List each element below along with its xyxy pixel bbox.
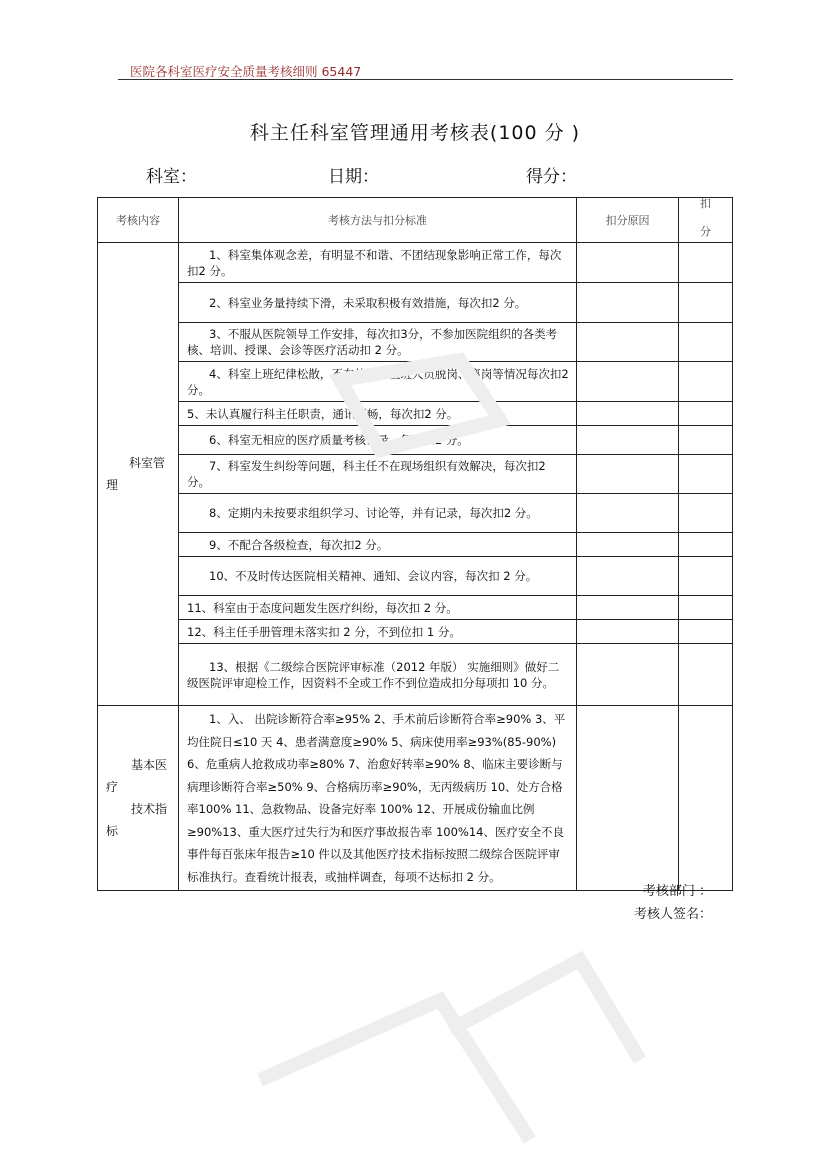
- dept-label: 科室：: [146, 167, 197, 187]
- header-content: 考核内容: [98, 198, 179, 243]
- document-header: [118, 64, 733, 80]
- deduct-cell[interactable]: [679, 706, 733, 891]
- criterion-text: 12、科主任手册管理未落实扣 2 分，不到位扣 1 分。: [179, 620, 577, 644]
- criterion-text: 13、根据《二级综合医院评审标准（2012 年版） 实施细则》做好二级医院评审迎检工作，因资料不全或工作不到位造成扣分每项扣 10 分。: [179, 644, 577, 706]
- category-line: 标: [106, 824, 119, 838]
- category-cell-management: [98, 243, 179, 706]
- criterion-text: 10、不及时传达医院相关精神、通知、会议内容，每次扣 2 分。: [179, 557, 577, 596]
- table-row: [98, 243, 733, 283]
- deduct-cell[interactable]: [679, 362, 733, 402]
- header-deduct-line1: 扣: [700, 197, 711, 210]
- table-row: [98, 283, 733, 323]
- reason-cell[interactable]: [577, 362, 679, 402]
- category-line: 基本医: [130, 758, 167, 772]
- criterion-text: 5、未认真履行科主任职责，通讯不畅，每次扣2 分。: [179, 402, 577, 426]
- date-label: 日期：: [328, 167, 379, 187]
- reason-cell[interactable]: [577, 706, 679, 891]
- criterion-text: 9、不配合各级检查，每次扣2 分。: [179, 533, 577, 557]
- document-header-text: 医院各科室医疗安全质量考核细则 65447: [130, 64, 362, 79]
- category-line: 科室管: [128, 456, 165, 470]
- reason-cell[interactable]: [577, 494, 679, 533]
- table-row: [98, 494, 733, 533]
- criterion-text: 1、入、 出院诊断符合率≥95% 2、手术前后诊断符合率≥90% 3、平均住院日≤10 天 4、患者满意度≥90% 5、病床使用率≥93%(85-90%) 6、危重病人抢救成功率≥80% 7、治愈好转率≥90% 8、临床主要诊断与病理诊断符合率≥50% 9、合格病历率≥90%，无丙级病历 10、处方合格率100% 11、急救物品、设备完好率 100% 12、开展成份输血比例≥90%13、重大医疗过失行为和医疗事故报告率 100%14、医疗安全不良事件每百张床年报告≥10 件以及其他医疗技术指标按照二级综合医院评审标准执行。查看统计报表，或抽样调查，每项不达标扣 2 分。: [179, 706, 577, 891]
- reason-cell[interactable]: [577, 283, 679, 323]
- table-row: [98, 455, 733, 494]
- footer-dept: 考核部门 ：: [642, 884, 712, 899]
- deduct-cell[interactable]: [679, 323, 733, 362]
- reason-cell[interactable]: [577, 620, 679, 644]
- header-deduct-line2: 分: [700, 225, 711, 238]
- table-row: [98, 620, 733, 644]
- table-row: [98, 323, 733, 362]
- reason-cell[interactable]: [577, 644, 679, 706]
- criterion-text: 6、科室无相应的医疗质量考核记录，每次扣2 分。: [179, 426, 577, 455]
- table-row: [98, 402, 733, 426]
- table-row: [98, 706, 733, 891]
- reason-cell[interactable]: [577, 323, 679, 362]
- category-line: 疗: [106, 780, 119, 794]
- table-row: [98, 533, 733, 557]
- deduct-cell[interactable]: [679, 455, 733, 494]
- criterion-text: 1、科室集体观念差，有明显不和谐、不团结现象影响正常工作，每次扣2 分。: [179, 243, 577, 283]
- assessment-table: [97, 197, 733, 891]
- deduct-cell[interactable]: [679, 243, 733, 283]
- reason-cell[interactable]: [577, 596, 679, 620]
- reason-cell[interactable]: [577, 455, 679, 494]
- deduct-cell[interactable]: [679, 283, 733, 323]
- reason-cell[interactable]: [577, 533, 679, 557]
- criterion-text: 7、科室发生纠纷等问题，科主任不在现场组织有效解决，每次扣2 分。: [179, 455, 577, 494]
- table-row: [98, 362, 733, 402]
- table-row: [98, 557, 733, 596]
- reason-cell[interactable]: [577, 243, 679, 283]
- deduct-cell[interactable]: [679, 557, 733, 596]
- reason-cell[interactable]: [577, 557, 679, 596]
- reason-cell[interactable]: [577, 402, 679, 426]
- category-cell-medical-indicators: [98, 706, 179, 891]
- deduct-cell[interactable]: [679, 644, 733, 706]
- table-header-row: [98, 198, 733, 243]
- header-method: 考核方法与扣分标准: [179, 198, 577, 243]
- table-row: [98, 596, 733, 620]
- deduct-cell[interactable]: [679, 620, 733, 644]
- criterion-text: 2、科室业务量持续下滑，未采取积极有效措施，每次扣2 分。: [179, 283, 577, 323]
- criterion-text: 3、不服从医院领导工作安排，每次扣3分，不参加医院组织的各类考核、培训、授课、会诊等医疗活动扣 2 分。: [179, 323, 577, 362]
- deduct-cell[interactable]: [679, 533, 733, 557]
- footer-signer: 考核人签名：: [633, 907, 712, 922]
- table-row: [98, 644, 733, 706]
- deduct-cell[interactable]: [679, 426, 733, 455]
- reason-cell[interactable]: [577, 426, 679, 455]
- table-row: [98, 426, 733, 455]
- deduct-cell[interactable]: [679, 494, 733, 533]
- criterion-text: 8、定期内未按要求组织学习、讨论等，并有记录，每次扣2 分。: [179, 494, 577, 533]
- header-deduct: [679, 198, 733, 243]
- deduct-cell[interactable]: [679, 402, 733, 426]
- page-title: 科主任科室管理通用考核表(100 分 ): [249, 122, 581, 144]
- score-label: 得分：: [526, 167, 577, 187]
- criterion-text: 4、科室上班纪律松散，不在状态，值班人员脱岗、离岗等情况每次扣2 分。: [179, 362, 577, 402]
- category-line: 理: [106, 478, 119, 492]
- criterion-text: 11、科室由于态度问题发生医疗纠纷，每次扣 2 分。: [179, 596, 577, 620]
- header-reason: 扣分原因: [577, 198, 679, 243]
- category-line: 技术指: [130, 802, 167, 816]
- deduct-cell[interactable]: [679, 596, 733, 620]
